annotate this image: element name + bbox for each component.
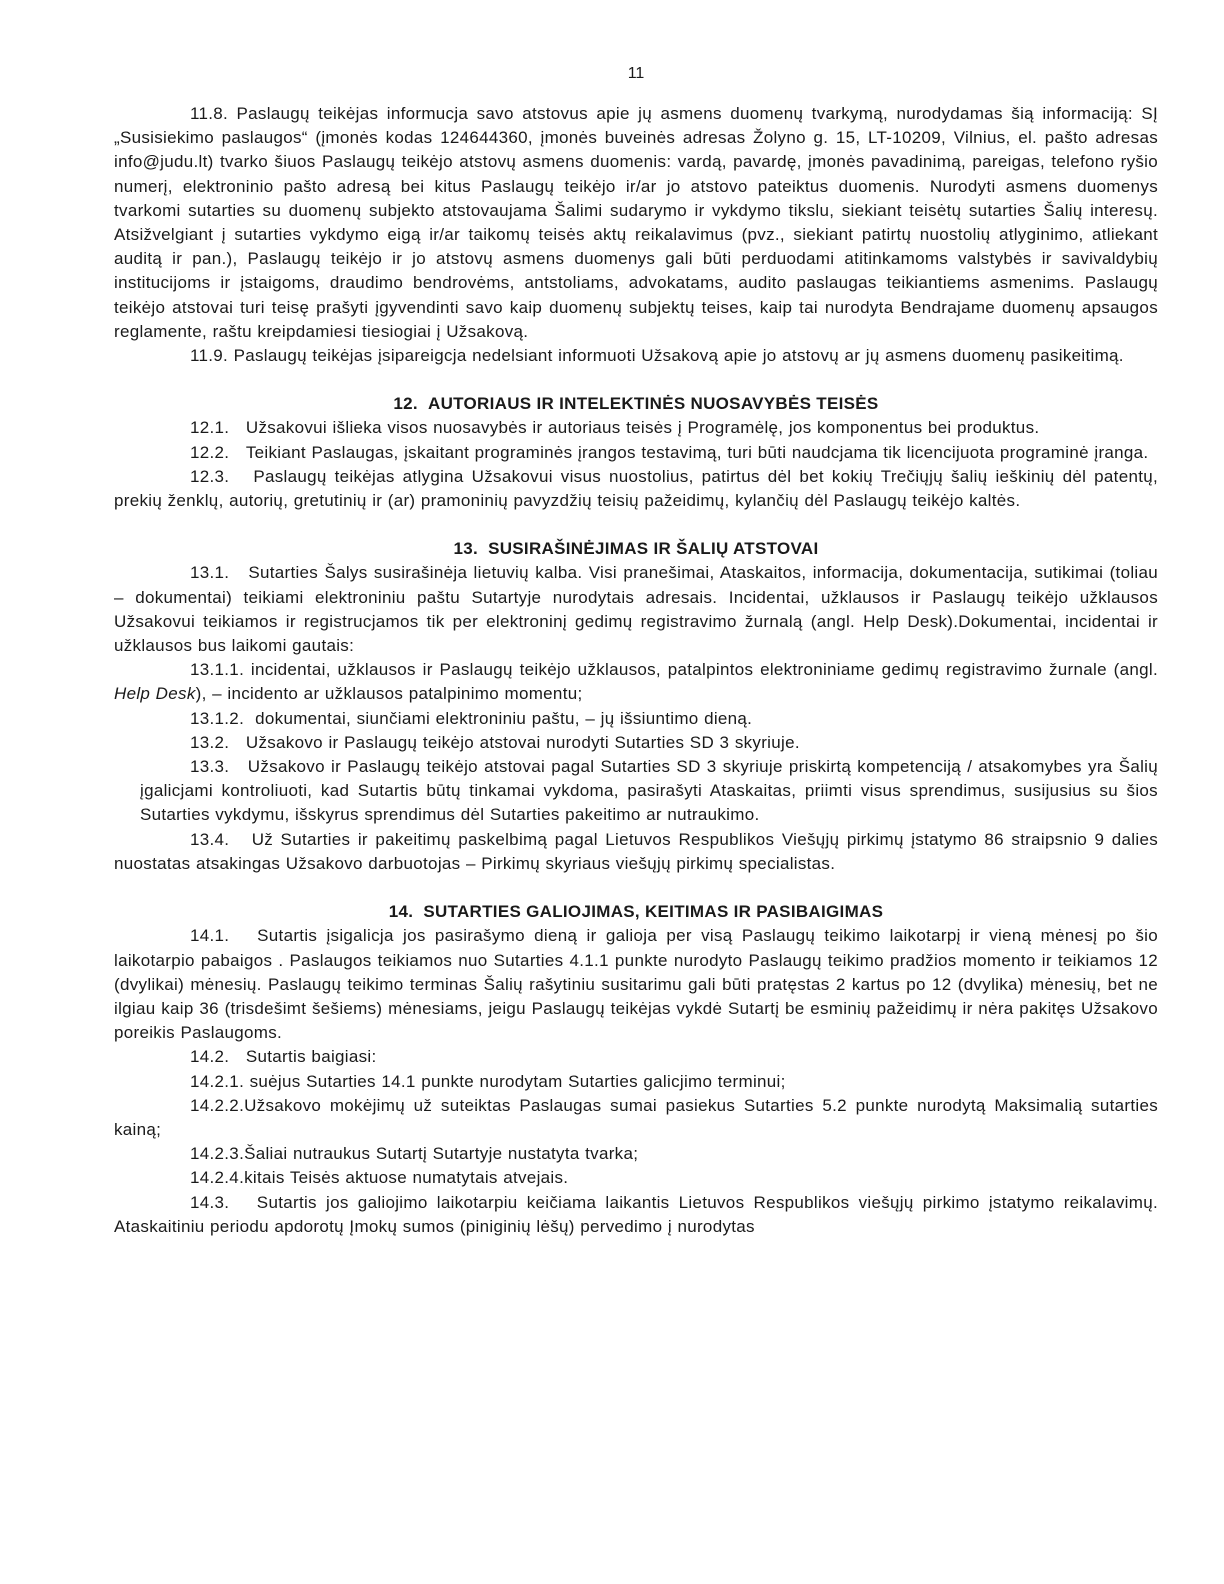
clause-13-1-2 — [114, 707, 1158, 731]
document-body — [114, 102, 1158, 1239]
clause-14-1 — [114, 924, 1158, 1045]
text-run: 13.1.2. dokumentai, siunčiami elektroniniu paštu, – jų išsiuntimo dieną. — [190, 708, 753, 728]
text-run: 14.2.3.Šaliai nutraukus Sutartį Sutartyje nustatyta tvarka; — [190, 1144, 639, 1164]
text-run: 14.2.1. suėjus Sutarties 14.1 punkte nurodytam Sutarties galicjimo terminui; — [190, 1071, 786, 1091]
clause-14-2-4 — [114, 1166, 1158, 1190]
italic-term: Help Desk — [114, 684, 196, 704]
text-run: 12.3. Paslaugų teikėjas atlygina Užsakovui visus nuostolius, patirtus dėl bet kokių Trečiųjų šalių ieškinių dėl patentų, prekių ženklų, autorių, gretutinių ir (ar) pramoninių pavyzdžių teisių pažeidimų, kylančių dėl Paslaugų teikėjo kaltės. — [114, 466, 1158, 511]
text-run: ), – incidento ar užklausos patalpinimo momentu; — [195, 684, 583, 704]
clause-13-3 — [140, 755, 1158, 828]
text-run: 11.8. Paslaugų teikėjas informucja savo atstovus apie jų asmens duomenų tvarkymą, nurodydamas šią informaciją: SĮ „Susisiekimo paslaugos“ (įmonės kodas 124644360, įmonės buveinės adresas Žolyno g. 15, LT-10209, Vilnius, el. pašto adresas info@judu.lt) tvarko šiuos Paslaugų teikėjo atstovų asmens duomenis: vardą, pavardę, įmonės pavadinimą, pareigas, telefono ryšio numerį, elektroninio pašto adresą bei kitus Paslaugų teikėjo ir/ar jo atstovo pateiktus duomenis. Nurodyti asmens duomenys tvarkomi sutarties su duomenų subjekto atstovaujama Šalimi sudarymo ir vykdymo tikslu, siekiant teisėtų sutarties Šalių interesų. Atsižvelgiant į sutarties vykdymo eigą ir/ar taikomų teisės aktų reikalavimus (pvz., siekiant patirtų nuostolių atlyginimo, atliekant auditą ir pan.), Paslaugų teikėjo ir jo atstovų asmens duomenys gali būti perduodami atitinkamoms valstybės ir savivaldybių institucijoms ir įstaigoms, draudimo bendrovėms, antstoliams, advokatams, audito paslaugas teikiantiems asmenims. Paslaugų teikėjo atstovai turi teisę prašyti įgyvendinti savo kaip duomenų subjektų teises, kaip tai nurodyta Bendrajame duomenų apsaugos reglamente, raštu kreipdamiesi tiesiogiai į Užsakovą. — [114, 104, 1158, 341]
section-heading-12 — [114, 392, 1158, 416]
clause-14-2-2 — [114, 1094, 1158, 1142]
clause-14-3 — [114, 1191, 1158, 1239]
clause-11-9 — [114, 344, 1158, 368]
clause-12-2 — [114, 441, 1158, 465]
text-run: 14. SUTARTIES GALIOJIMAS, KEITIMAS IR PASIBAIGIMAS — [388, 902, 884, 922]
text-run: 14.1. Sutartis įsigalicja jos pasirašymo dieną ir galioja per visą Paslaugų teikimo laikotarpį ir vieną mėnesį po šio laikotarpio pabaigos . Paslaugos teikiamos nuo Sutarties 4.1.1 punkte nurodyto Paslaugų teikimo pradžios momento ir teikiamos 12 (dvylikai) mėnesių. Paslaugų teikimo terminas Šalių rašytiniu susitarimu gali būti pratęstas 2 kartus po 12 (dvylika) mėnesių, bet ne ilgiau kaip 36 (trisdešimt šešiems) mėnesiams, jeigu Paslaugų teikėjas vykdė Sutartį be esminių pažeidimų ir nėra pakitęs Užsakovo poreikis Paslaugoms. — [114, 926, 1158, 1043]
clause-12-1 — [114, 416, 1158, 440]
clause-13-1-1 — [114, 658, 1158, 706]
section-heading-14 — [114, 900, 1158, 924]
text-run: 12. AUTORIAUS IR INTELEKTINĖS NUOSAVYBĖS TEISĖS — [393, 394, 879, 414]
section-heading-13 — [114, 537, 1158, 561]
text-run: 11.9. Paslaugų teikėjas įsipareigcja nedelsiant informuoti Užsakovą apie jo atstovų ar jų asmens duomenų pasikeitimą. — [190, 346, 1124, 366]
text-run: 13.1.1. incidentai, užklausos ir Paslaugų teikėjo užklausos, patalpintos elektroniniame gedimų registravimo žurnale (angl. — [190, 660, 1158, 680]
clause-14-2-3 — [114, 1142, 1158, 1166]
clause-13-4 — [114, 828, 1158, 876]
text-run: 14.2.2.Užsakovo mokėjimų už suteiktas Paslaugas sumai pasiekus Sutarties 5.2 punkte nurodytą Maksimalią sutarties kainą; — [114, 1095, 1158, 1139]
text-run: 14.2. Sutartis baigiasi: — [190, 1047, 377, 1067]
clause-14-2-1 — [114, 1070, 1158, 1094]
text-run: 13. SUSIRAŠINĖJIMAS IR ŠALIŲ ATSTOVAI — [453, 539, 819, 559]
text-run: 13.4. Už Sutarties ir pakeitimų paskelbimą pagal Lietuvos Respublikos Viešųjų pirkimų įstatymo 86 straipsnio 9 dalies nuostatas atsakingas Užsakovo darbuotojas – Pirkimų skyriaus viešųjų pirkimų specialistas. — [114, 829, 1158, 873]
text-run: 14.2.4.kitais Teisės aktuose numatytais atvejais. — [190, 1168, 569, 1188]
clause-14-2 — [114, 1045, 1158, 1069]
text-run: 14.3. Sutartis jos galiojimo laikotarpiu keičiama laikantis Lietuvos Respublikos viešųjų pirkimo įstatymo reikalavimų. Ataskaitiniu periodu apdorotų Įmokų sumos (piniginių lėšų) pervedimo į nurodytas — [114, 1192, 1158, 1236]
clause-13-2 — [114, 731, 1158, 755]
text-run: 13.1. Sutarties Šalys susirašinėja lietuvių kalba. Visi pranešimai, Ataskaitos, informacija, dokumentacija, sutikimai (toliau – dokumentai) teikiami elektroniniu paštu Sutartyje nurodytais adresais. Incidentai, užklausos ir Paslaugų teikėjo užklausos Užsakovui teikiamos ir registrucjamos tik per elektroninį gedimų registravimo žurnalą (angl. Help Desk).Dokumentai, incidentai ir užklausos bus laikomi gautais: — [114, 563, 1158, 656]
text-run: 12.1. Užsakovui išlieka visos nuosavybės ir autoriaus teisės į Programėlę, jos komponentus bei produktus. — [190, 418, 1040, 438]
page-number: 11 — [627, 65, 645, 82]
text-run: 13.3. Užsakovo ir Paslaugų teikėjo atstovai pagal Sutarties SD 3 skyriuje priskirtą kompetenciją / atsakomybes yra Šalių įgalicjami kontroliuoti, kad Sutartis būtų tinkamai vykdoma, pasirašyti Ataskaitas, priimti visus sprendimus, susijusius su šios Sutarties vykdymu, išskyrus sprendimus dėl Sutarties pakeitimo ar nutraukimo. — [140, 757, 1158, 825]
text-run: 12.2. Teikiant Paslaugas, įskaitant programinės įrangos testavimą, turi būti naudcjama tik licencijuota programinė įranga. — [190, 442, 1149, 462]
clause-13-1 — [114, 561, 1158, 658]
text-run: 13.2. Užsakovo ir Paslaugų teikėjo atstovai nurodyti Sutarties SD 3 skyriuje. — [190, 732, 800, 752]
clause-11-8 — [114, 102, 1158, 344]
clause-12-3 — [114, 465, 1158, 513]
